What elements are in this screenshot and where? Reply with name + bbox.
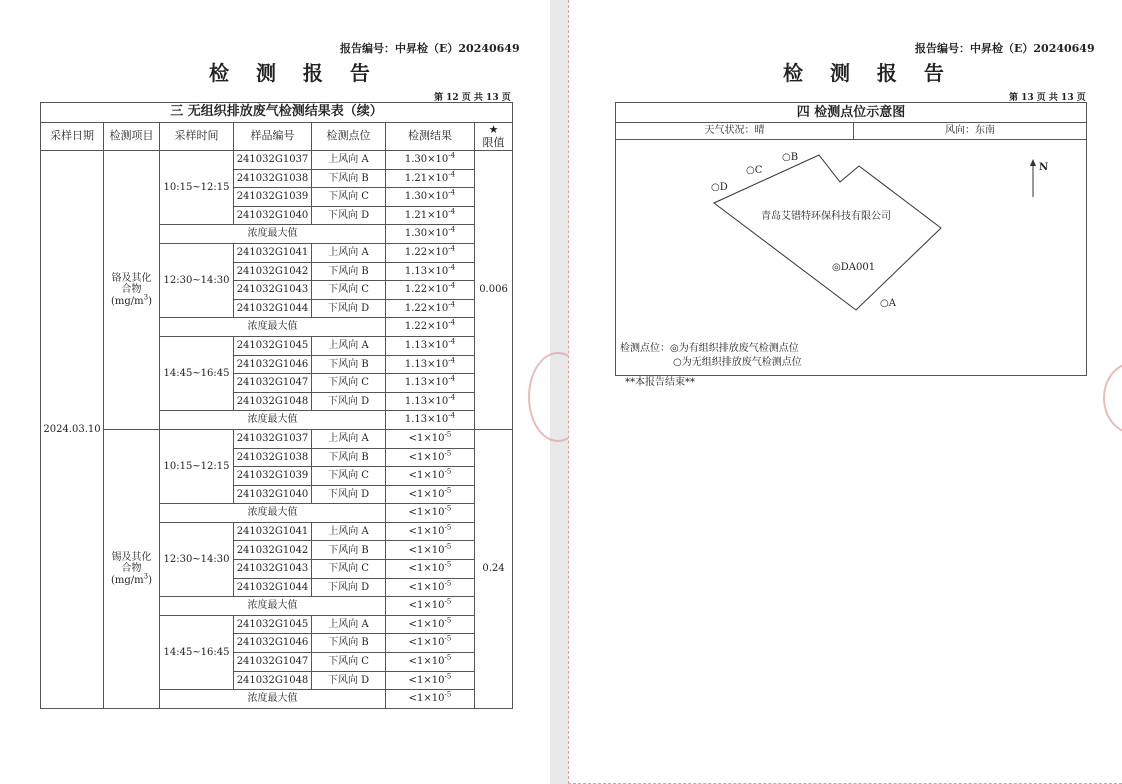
result-value: <1×10 [408,581,445,593]
legend-organized: 检测点位：◎为有组织排放废气检测点位 [620,343,799,354]
sample-id-cell: 241032G1046 [234,355,312,374]
page-number: 第 12 页 共 13 页 [434,93,511,103]
site-boundary [714,155,941,310]
sample-id-cell: 241032G1041 [234,243,312,262]
result-cell [386,281,475,300]
result-cell [386,467,475,486]
header-limit-label: 限值 [482,135,505,149]
result-cell [386,374,475,393]
sample-id-cell: 241032G1038 [234,169,312,188]
result-value: 1.30×10 [404,228,449,240]
limit-cell: 0.006 [475,151,513,430]
result-exponent: -5 [444,635,452,644]
test-item-unit-end: ) [148,574,152,586]
report-page-12 [0,0,550,784]
result-value: <1×10 [408,693,445,705]
sample-id-cell: 241032G1044 [234,299,312,318]
result-cell [386,671,475,690]
result-cell-max [386,411,475,430]
red-seal-stamp [1103,362,1122,434]
result-exponent: -4 [448,244,456,253]
wind-direction: 风向：东南 [945,125,995,136]
result-value: <1×10 [408,544,445,556]
result-cell [386,578,475,597]
weather-condition: 天气状况：晴 [704,125,765,136]
diagram-title: 四 检测点位示意图 [616,103,1086,123]
sample-id-cell: 241032G1043 [234,281,312,300]
test-item-cell [104,429,160,708]
result-exponent: -5 [444,430,452,439]
test-point-cell: 下风向 C [312,653,386,672]
result-value: <1×10 [408,618,445,630]
result-cell [386,151,475,170]
header-limit [475,123,513,151]
result-exponent: -5 [444,690,452,699]
emission-results-table [40,102,513,709]
result-value: 1.30×10 [404,191,449,203]
result-value: 1.22×10 [404,284,449,296]
sampling-time-cell: 14:45~16:45 [160,615,234,689]
table-caption: 三 无组织排放废气检测结果表（续） [41,103,513,123]
result-value: 1.30×10 [404,154,449,166]
test-point-cell: 下风向 C [312,467,386,486]
result-exponent: -5 [444,672,452,681]
report-number: 报告编号：中昇检（E）20240649 [915,42,1095,55]
point-C: ○C [746,165,763,176]
max-concentration-label: 浓度最大值 [160,411,386,430]
test-point-cell: 下风向 D [312,671,386,690]
result-value: 1.22×10 [404,321,449,333]
sample-id-cell: 241032G1042 [234,541,312,560]
result-exponent: -5 [444,579,452,588]
company-label: 青岛艾镨特环保科技有限公司 [761,211,891,222]
header-sample-id: 样品编号 [234,123,312,151]
test-point-cell: 下风向 B [312,262,386,281]
result-exponent: -5 [444,523,452,532]
table-row [41,429,513,448]
sample-id-cell: 241032G1048 [234,671,312,690]
result-value: 1.22×10 [404,302,449,314]
result-exponent: -4 [448,337,456,346]
result-cell [386,448,475,467]
sample-id-cell: 241032G1038 [234,448,312,467]
result-exponent: -4 [448,356,456,365]
report-page-13 [568,0,1122,784]
test-point-cell: 上风向 A [312,429,386,448]
result-cell [386,653,475,672]
max-concentration-label: 浓度最大值 [160,690,386,709]
test-point-cell: 上风向 A [312,243,386,262]
result-value: 1.22×10 [404,247,449,259]
result-value: 1.13×10 [404,395,449,407]
sample-id-cell: 241032G1041 [234,522,312,541]
result-exponent: -5 [444,653,452,662]
report-number: 报告编号：中昇检（E）20240649 [340,42,520,55]
sample-id-cell: 241032G1045 [234,336,312,355]
report-title: 检 测 报 告 [783,61,954,85]
result-cell [386,634,475,653]
test-item-name: 锡及其化 [111,551,152,563]
results-table-body [41,103,513,709]
max-concentration-label: 浓度最大值 [160,597,386,616]
sampling-time-cell: 14:45~16:45 [160,336,234,410]
table-caption-row [41,103,513,123]
test-point-cell: 下风向 B [312,355,386,374]
test-point-cell: 下风向 D [312,578,386,597]
sample-id-cell: 241032G1046 [234,634,312,653]
header-test-result: 检测结果 [386,123,475,151]
result-exponent: -4 [448,170,456,179]
result-exponent: -5 [444,542,452,551]
sample-id-cell: 241032G1043 [234,560,312,579]
result-exponent: -5 [444,467,452,476]
sample-id-cell: 241032G1037 [234,429,312,448]
test-point-cell: 下风向 B [312,169,386,188]
max-concentration-label: 浓度最大值 [160,225,386,244]
result-cell-max [386,318,475,337]
test-point-cell: 下风向 C [312,281,386,300]
result-value: <1×10 [408,507,445,519]
result-cell [386,206,475,225]
legend-unorganized: ○为无组织排放废气检测点位 [673,357,802,368]
test-point-cell: 下风向 D [312,392,386,411]
result-value: <1×10 [408,656,445,668]
result-cell [386,262,475,281]
result-cell [386,522,475,541]
site-map [616,140,1086,340]
test-item-unit: (mg/m [110,574,144,586]
result-cell [386,615,475,634]
test-point-cell: 下风向 B [312,541,386,560]
table-header-row [41,123,513,151]
result-cell [386,243,475,262]
sample-id-cell: 241032G1048 [234,392,312,411]
test-item-cell [104,151,160,430]
result-value: <1×10 [408,488,445,500]
sample-id-cell: 241032G1040 [234,206,312,225]
sample-id-cell: 241032G1040 [234,485,312,504]
north-arrow-icon [1030,159,1036,197]
test-item-unit-sup: 3 [143,293,149,302]
report-end-note: **本报告结束** [625,377,695,388]
result-value: <1×10 [408,600,445,612]
result-value: <1×10 [408,525,445,537]
sample-id-cell: 241032G1039 [234,188,312,207]
result-cell [386,429,475,448]
result-cell [386,336,475,355]
result-exponent: -4 [448,281,456,290]
test-point-cell: 下风向 D [312,206,386,225]
sampling-time-cell: 12:30~14:30 [160,522,234,596]
result-cell-max [386,690,475,709]
max-concentration-label: 浓度最大值 [160,318,386,337]
header-sampling-time: 采样时间 [160,123,234,151]
result-value: 1.13×10 [404,339,449,351]
result-cell [386,485,475,504]
weather-row [616,123,1086,140]
test-item-name-cont: 合物 [121,563,142,575]
star-icon: ★ [488,122,499,136]
test-point-cell: 下风向 D [312,485,386,504]
test-point-cell: 上风向 A [312,336,386,355]
sampling-time-cell: 12:30~14:30 [160,243,234,317]
result-exponent: -4 [448,151,456,160]
sample-id-cell: 241032G1044 [234,578,312,597]
result-exponent: -4 [448,393,456,402]
result-value: 1.13×10 [404,358,449,370]
result-exponent: -4 [448,300,456,309]
result-cell-max [386,597,475,616]
max-concentration-label: 浓度最大值 [160,504,386,523]
result-value: <1×10 [408,563,445,575]
sampling-date-cell: 2024.03.10 [41,151,104,709]
sample-id-cell: 241032G1045 [234,615,312,634]
test-point-cell: 下风向 D [312,299,386,318]
result-exponent: -4 [448,319,456,328]
test-point-cell: 下风向 C [312,374,386,393]
result-exponent: -5 [444,449,452,458]
result-value: <1×10 [408,432,445,444]
result-value: 1.13×10 [404,414,449,426]
result-cell [386,560,475,579]
result-exponent: -5 [444,505,452,513]
sampling-time-cell: 10:15~12:15 [160,429,234,503]
test-item-unit: (mg/m [110,295,144,307]
result-exponent: -4 [448,207,456,216]
result-value: <1×10 [408,637,445,649]
point-D: ○D [711,182,728,193]
point-A: ○A [880,298,896,309]
monitoring-point-diagram [615,102,1087,376]
test-item-unit-sup: 3 [143,572,149,581]
result-exponent: -4 [448,412,456,421]
result-cell [386,541,475,560]
test-point-cell: 下风向 B [312,634,386,653]
sample-id-cell: 241032G1037 [234,151,312,170]
result-value: <1×10 [408,451,445,463]
sampling-time-cell: 10:15~12:15 [160,151,234,225]
test-point-cell: 上风向 A [312,615,386,634]
header-sampling-date: 采样日期 [41,123,104,151]
result-cell [386,299,475,318]
result-cell [386,188,475,207]
result-value: <1×10 [408,674,445,686]
result-value: 1.21×10 [404,172,449,184]
point-DA001: ◎DA001 [832,262,876,273]
header-test-point: 检测点位 [312,123,386,151]
result-exponent: -5 [444,560,452,569]
header-test-item: 检测项目 [104,123,160,151]
result-exponent: -4 [448,226,456,235]
north-label: N [1039,162,1049,173]
point-B: ○B [782,152,799,163]
result-exponent: -5 [444,616,452,625]
result-exponent: -4 [448,263,456,272]
page-number: 第 13 页 共 13 页 [1009,93,1086,103]
test-point-cell: 下风向 B [312,448,386,467]
test-item-name-cont: 合物 [121,284,142,296]
limit-cell: 0.24 [475,429,513,708]
result-value: 1.13×10 [404,377,449,389]
test-item-unit-end: ) [148,295,152,307]
result-exponent: -4 [448,374,456,383]
test-point-cell: 上风向 A [312,151,386,170]
result-exponent: -5 [444,486,452,495]
result-value: 1.21×10 [404,209,449,221]
sample-id-cell: 241032G1039 [234,467,312,486]
table-row [41,151,513,170]
sample-id-cell: 241032G1047 [234,374,312,393]
result-cell-max [386,225,475,244]
result-cell [386,355,475,374]
result-value: <1×10 [408,470,445,482]
result-cell-max [386,504,475,523]
sample-id-cell: 241032G1042 [234,262,312,281]
result-cell [386,169,475,188]
result-cell [386,392,475,411]
sample-id-cell: 241032G1047 [234,653,312,672]
result-value: 1.13×10 [404,265,449,277]
test-point-cell: 下风向 C [312,560,386,579]
test-item-name: 铬及其化 [111,272,152,284]
report-title: 检 测 报 告 [209,61,380,85]
result-exponent: -4 [448,188,456,197]
result-exponent: -5 [444,597,452,606]
test-point-cell: 下风向 C [312,188,386,207]
test-point-cell: 上风向 A [312,522,386,541]
